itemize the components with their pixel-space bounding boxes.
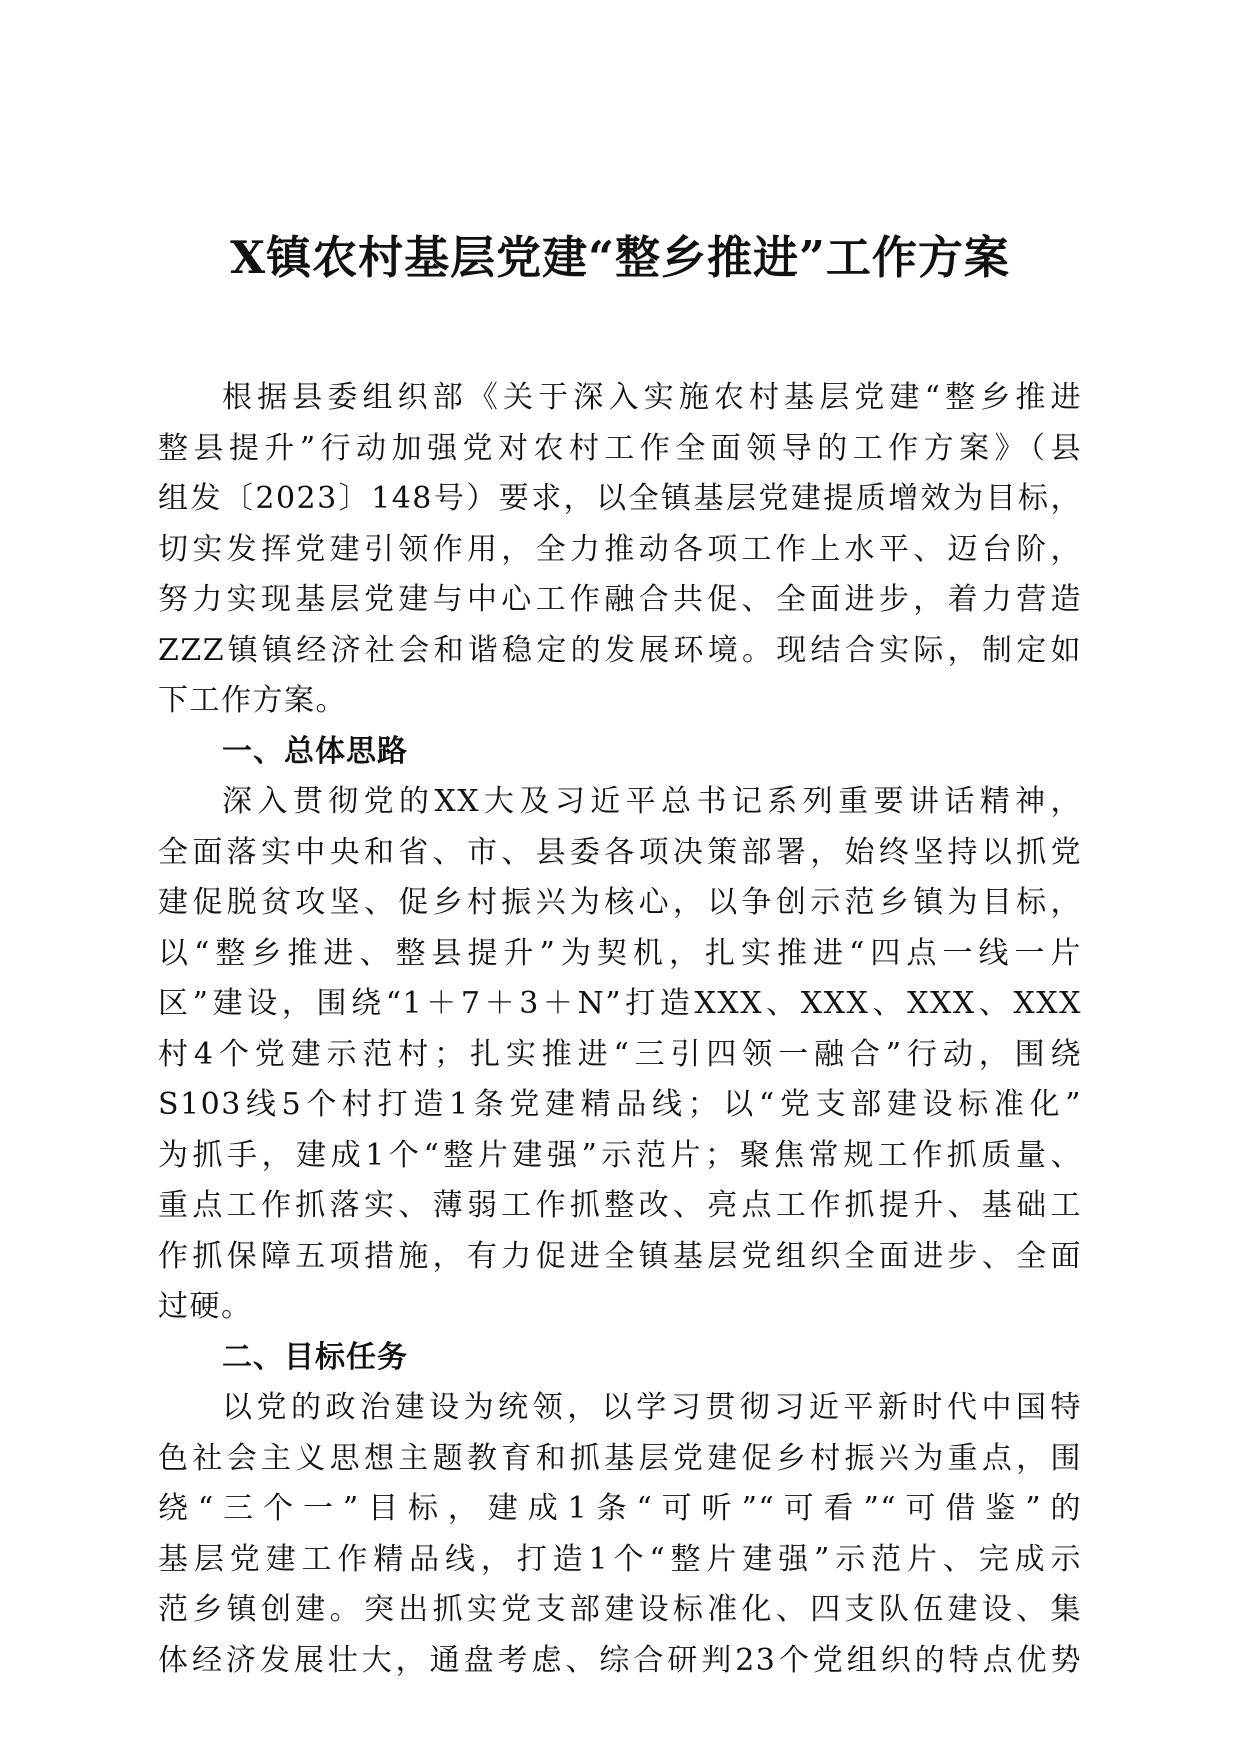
- section-heading: 二、目标任务: [222, 1339, 408, 1375]
- paragraph-line: 基层党建工作精品线，打造1个“整片建强”示范片、完成示: [158, 1541, 1082, 1577]
- paragraph-line: 村4个党建示范村；扎实推进“三引四领一融合”行动，围绕: [158, 1036, 1082, 1072]
- paragraph-line: 根据县委组织部《关于深入实施农村基层党建“整乡推进: [222, 380, 1082, 415]
- paragraph-line: 组发〔2023〕148号）要求，以全镇基层党建提质增效为目标，: [158, 481, 1082, 516]
- paragraph-line: 范乡镇创建。突出抓实党支部建设标准化、四支队伍建设、集: [158, 1592, 1082, 1627]
- paragraph-line: 色社会主义思想主题教育和抓基层党建促乡村振兴为重点，围: [158, 1440, 1082, 1476]
- paragraph-line: 重点工作抓落实、薄弱工作抓整改、亮点工作抓提升、基础工: [158, 1188, 1082, 1223]
- paragraph-line: 作抓保障五项措施，有力促进全镇基层党组织全面进步、全面: [158, 1238, 1082, 1274]
- paragraph-line: 下工作方案。: [158, 683, 347, 718]
- paragraph-line: 以党的政治建设为统领，以学习贯彻习近平新时代中国特: [222, 1390, 1082, 1425]
- paragraph-line: 以“整乡推进、整县提升”为契机，扎实推进“四点一线一片: [158, 935, 1082, 971]
- paragraph-line: S103线5个村打造1条党建精品线；以“党支部建设标准化”: [158, 1087, 1082, 1122]
- paragraph-line: 区”建设，围绕“1＋7＋3＋N”打造XXX、XXX、XXX、XXX: [158, 986, 1082, 1021]
- paragraph-line: ZZZ镇镇经济社会和谐稳定的发展环境。现结合实际，制定如: [158, 632, 1082, 668]
- paragraph-line: 切实发挥党建引领作用，全力推动各项工作上水平、迈台阶，: [158, 531, 1082, 567]
- paragraph-line: 全面落实中央和省、市、县委各项决策部署，始终坚持以抓党: [158, 834, 1082, 870]
- paragraph-line: 建促脱贫攻坚、促乡村振兴为核心，以争创示范乡镇为目标，: [158, 885, 1082, 920]
- paragraph-line: 努力实现基层党建与中心工作融合共促、全面进步，着力营造: [158, 582, 1082, 617]
- paragraph-line: 绕“三个一”目标，建成1条“可听”“可看”“可借鉴”的: [158, 1491, 1082, 1526]
- paragraph-line: 深入贯彻党的XX大及习近平总书记系列重要讲话精神，: [222, 784, 1082, 819]
- section-heading: 一、总体思路: [222, 733, 408, 769]
- document-title: X镇农村基层党建“整乡推进”工作方案: [230, 231, 1010, 284]
- paragraph-line: 体经济发展壮大，通盘考虑、综合研判23个党组织的特点优势: [158, 1642, 1082, 1678]
- paragraph-line: 整县提升”行动加强党对农村工作全面领导的工作方案》（县: [158, 430, 1082, 466]
- paragraph-line: 为抓手，建成1个“整片建强”示范片；聚焦常规工作抓质量、: [158, 1137, 1082, 1173]
- paragraph-line: 过硬。: [158, 1289, 253, 1324]
- document-body: [158, 373, 1082, 1686]
